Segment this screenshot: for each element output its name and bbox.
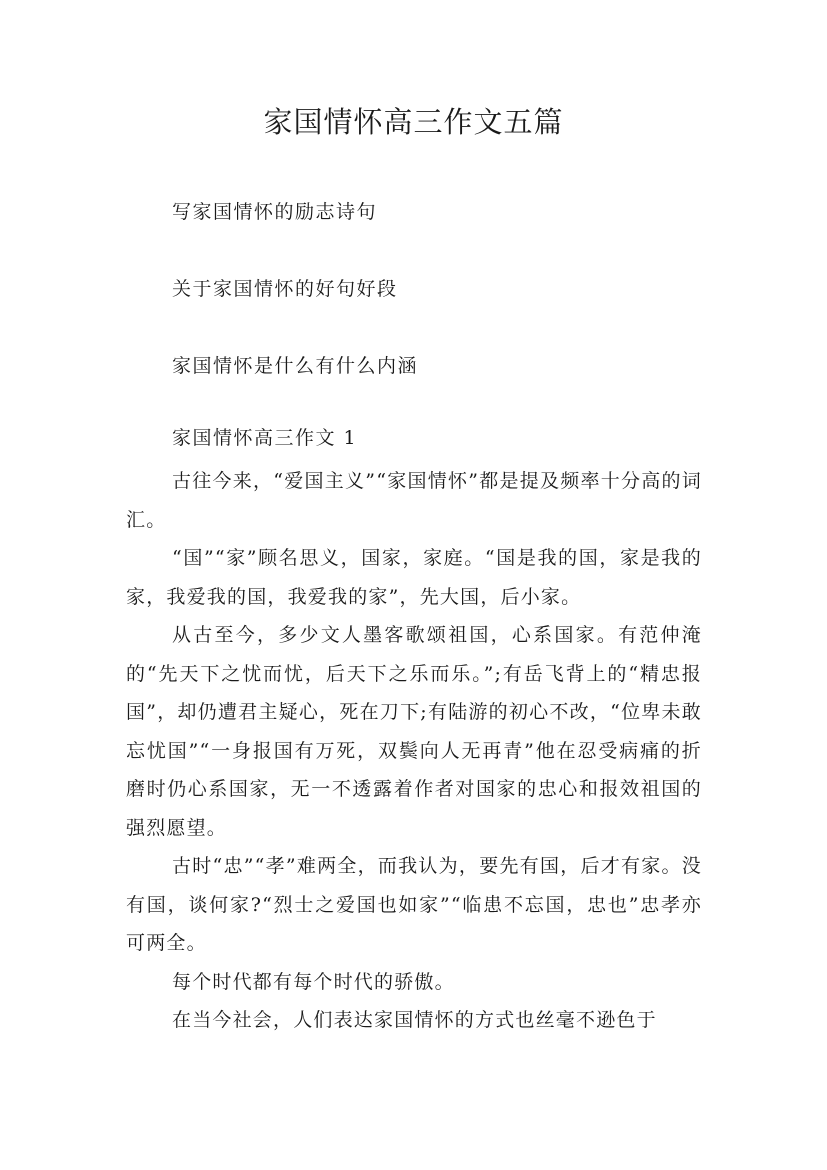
paragraph: 在当今社会，人们表达家国情怀的方式也丝毫不逊色于 <box>172 1009 657 1031</box>
paragraph: “国”“家”顾名思义，国家，家庭。“国是我的国，家是我的家，我爱我的国，我爱我的家”，先大国，后小家。 <box>126 547 702 608</box>
section-heading: 家国情怀高三作文 1 <box>172 427 358 449</box>
paragraph: 古时“忠”“孝”难两全，而我认为，要先有国，后才有家。没有国，谈何家?“烈士之爱国也如家”“临患不忘国，忠也”忠孝亦可两全。 <box>126 855 702 954</box>
paragraph: 古往今来，“爱国主义”“家国情怀”都是提及频率十分高的词汇。 <box>126 470 702 531</box>
related-link-sentences[interactable]: 关于家国情怀的好句好段 <box>172 278 398 300</box>
essay-body <box>126 462 702 1040</box>
document-title: 家国情怀高三作文五篇 <box>263 105 564 139</box>
related-link-poems[interactable]: 写家国情怀的励志诗句 <box>172 201 378 223</box>
paragraph: 每个时代都有每个时代的骄傲。 <box>172 970 455 993</box>
related-link-meaning[interactable]: 家国情怀是什么有什么内涵 <box>172 355 419 377</box>
paragraph: 从古至今，多少文人墨客歌颂祖国，心系国家。有范仲淹的“先天下之忧而忧，后天下之乐而乐。”;有岳飞背上的“精忠报国”，却仍遭君主疑心，死在刀下;有陆游的初心不改，“位卑未敢忘忧国”“一身报国有万死，双鬓向人无再青”他在忍受病痛的折磨时仍心系国家，无一不透露着作者对国家的忠心和报效祖国的强烈愿望。 <box>126 624 702 839</box>
